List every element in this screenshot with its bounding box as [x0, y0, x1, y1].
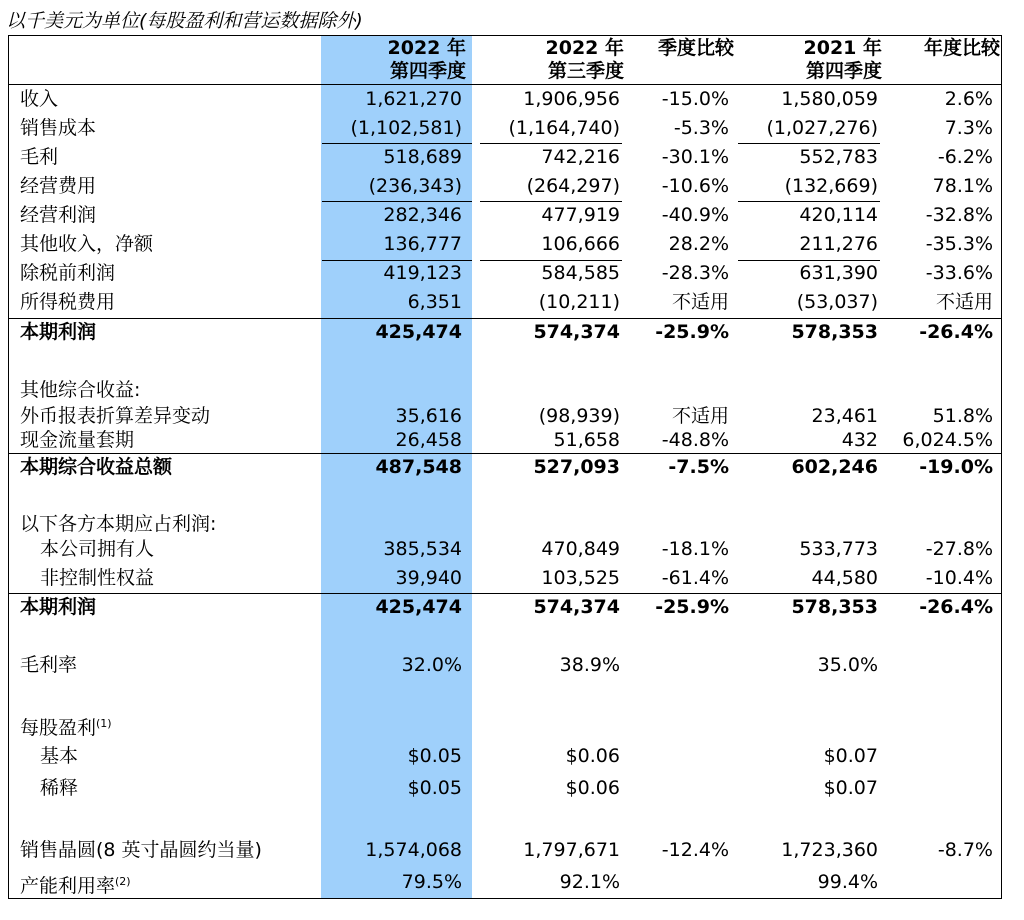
row-label	[20, 290, 115, 314]
cell-q4-2022: 39,940	[395, 567, 462, 589]
cell-q3-2022: (1,164,740)	[508, 117, 620, 139]
cell-q4-2021: 552,783	[799, 146, 878, 168]
row-label-text: 销售成本	[20, 117, 97, 139]
cell-yoy: -32.8%	[925, 204, 993, 226]
cell-yoy: -6.2%	[937, 146, 993, 168]
cell-qoq: -48.8%	[661, 429, 729, 451]
cell-yoy: -8.7%	[937, 839, 993, 861]
cell-q4-2021: 99.4%	[817, 871, 878, 893]
cell-q4-2022: 136,777	[383, 233, 462, 255]
row-label	[20, 595, 96, 619]
row-label-text: 毛利	[20, 146, 59, 168]
cell-q4-2021: (132,669)	[784, 175, 878, 197]
cell-yoy: -19.0%	[919, 456, 993, 478]
cell-qoq: -10.6%	[661, 175, 729, 197]
cell-q4-2021: 420,114	[799, 204, 878, 226]
table-caption: 以千美元为单位(每股盈利和营运数据除外)	[6, 10, 363, 32]
row-label-text: 本期利润	[20, 321, 97, 343]
row-label	[20, 378, 140, 402]
cell-yoy: 6,024.5%	[902, 429, 993, 451]
cell-yoy: -26.4%	[919, 596, 993, 618]
cell-q4-2022: (1,102,581)	[350, 117, 462, 139]
header-qoq: 季度比较	[657, 37, 734, 59]
cell-q4-2022: 26,458	[395, 429, 462, 451]
cell-q4-2021: 602,246	[791, 456, 878, 478]
cell-q4-2021: 578,353	[791, 596, 878, 618]
cell-q4-2021: $0.07	[823, 777, 878, 799]
row-label	[20, 232, 153, 256]
cell-q4-2021: 44,580	[811, 567, 878, 589]
cell-q3-2022: (264,297)	[526, 175, 620, 197]
row-label-text: 产能利用率	[20, 875, 116, 897]
row-label-text: 所得税费用	[20, 291, 116, 313]
header-q4-2021-year: 2021 年	[803, 37, 882, 59]
cell-q4-2022: 1,574,068	[365, 839, 462, 861]
cell-yoy: -35.3%	[925, 233, 993, 255]
cell-yoy: -26.4%	[919, 321, 993, 343]
cell-qoq: -18.1%	[661, 538, 729, 560]
row-label	[40, 566, 154, 590]
cell-qoq: -7.5%	[668, 456, 729, 478]
cell-q4-2021: (1,027,276)	[766, 117, 878, 139]
cell-q3-2022: 574,374	[533, 596, 620, 618]
cell-qoq: 28.2%	[668, 233, 729, 255]
cell-q4-2021: 211,276	[799, 233, 878, 255]
row-label	[20, 838, 262, 862]
cell-yoy: 7.3%	[944, 117, 993, 139]
row-label-text: 每股盈利	[20, 717, 97, 739]
cell-q3-2022: (10,211)	[538, 291, 620, 313]
cell-q4-2022: 487,548	[375, 456, 462, 478]
cell-qoq: -25.9%	[655, 596, 729, 618]
header-yoy: 年度比较	[923, 37, 1000, 59]
cell-q3-2022: 103,525	[541, 567, 620, 589]
cell-q4-2021: (53,037)	[796, 291, 878, 313]
header-q3-2022-quarter: 第三季度	[547, 60, 624, 82]
cell-qoq: -28.3%	[661, 262, 729, 284]
cell-q3-2022: 1,906,956	[523, 88, 620, 110]
row-label-text: 其他综合收益:	[20, 379, 141, 401]
row-label-text: 收入	[20, 88, 59, 110]
cell-qoq: -61.4%	[661, 567, 729, 589]
cell-q3-2022: 106,666	[541, 233, 620, 255]
cell-q4-2021: 432	[841, 429, 878, 451]
cell-yoy: -33.6%	[925, 262, 993, 284]
row-label-text: 非控制性权益	[40, 567, 155, 589]
cell-q4-2022: $0.05	[407, 745, 462, 767]
row-rule	[322, 201, 472, 202]
row-label-text: 本公司拥有人	[40, 538, 155, 560]
header-rule	[8, 84, 1002, 85]
cell-qoq: -5.3%	[673, 117, 729, 139]
row-label-text: 本期利润	[20, 596, 97, 618]
cell-q3-2022: 92.1%	[559, 871, 620, 893]
cell-qoq: -30.1%	[661, 146, 729, 168]
cell-yoy: -27.8%	[925, 538, 993, 560]
cell-qoq: -25.9%	[655, 321, 729, 343]
cell-q4-2022: 425,474	[375, 321, 462, 343]
cell-q4-2021: 23,461	[811, 405, 878, 427]
cell-q4-2021: 1,580,059	[781, 88, 878, 110]
cell-yoy: -10.4%	[925, 567, 993, 589]
footnote-marker: (2)	[115, 875, 131, 888]
row-label	[20, 512, 216, 536]
cell-q4-2022: 518,689	[383, 146, 462, 168]
row-label-text: 稀释	[40, 777, 79, 799]
cell-q4-2022: 1,621,270	[365, 88, 462, 110]
cell-q4-2021: 578,353	[791, 321, 878, 343]
row-rule	[8, 453, 1002, 454]
header-q3-2022	[546, 37, 625, 83]
cell-q3-2022: 584,585	[541, 262, 620, 284]
cell-q4-2022: $0.05	[407, 777, 462, 799]
row-label	[20, 261, 115, 285]
row-label	[20, 116, 96, 140]
row-label	[20, 712, 112, 740]
row-label	[20, 87, 58, 111]
row-rule	[8, 593, 1002, 594]
cell-q4-2022: 425,474	[375, 596, 462, 618]
row-label-text: 销售晶圆(8 英寸晶圆约当量)	[20, 839, 262, 861]
row-label	[40, 776, 78, 800]
row-label	[40, 744, 78, 768]
header-q3-2022-year: 2022 年	[545, 37, 624, 59]
cell-qoq: -40.9%	[661, 204, 729, 226]
header-q4-2022-year: 2022 年	[387, 37, 466, 59]
row-label-text: 基本	[40, 745, 79, 767]
cell-q3-2022: 38.9%	[559, 654, 620, 676]
cell-q3-2022: 51,658	[553, 429, 620, 451]
cell-yoy: 78.1%	[932, 175, 993, 197]
row-label	[20, 404, 210, 428]
row-label	[20, 174, 96, 198]
row-rule	[322, 143, 472, 144]
cell-q3-2022: $0.06	[565, 777, 620, 799]
row-label	[20, 428, 134, 452]
cell-q4-2022: 35,616	[395, 405, 462, 427]
row-rule	[738, 201, 880, 202]
cell-q3-2022: (98,939)	[538, 405, 620, 427]
row-label	[20, 203, 96, 227]
cell-yoy: 51.8%	[932, 405, 993, 427]
cell-qoq: 不适用	[671, 291, 729, 313]
cell-q4-2022: 419,123	[383, 262, 462, 284]
cell-q3-2022: 470,849	[541, 538, 620, 560]
cell-q4-2022: 32.0%	[401, 654, 462, 676]
row-rule	[480, 143, 622, 144]
header-q4-2021-quarter: 第四季度	[805, 60, 882, 82]
cell-qoq: -15.0%	[661, 88, 729, 110]
cell-q3-2022: 477,919	[541, 204, 620, 226]
cell-q4-2021: 35.0%	[817, 654, 878, 676]
cell-q3-2022: $0.06	[565, 745, 620, 767]
header-q4-2022	[388, 37, 467, 83]
cell-q4-2021: 1,723,360	[781, 839, 878, 861]
footnote-marker: (1)	[96, 717, 112, 730]
cell-q4-2022: 79.5%	[401, 871, 462, 893]
cell-q4-2021: 631,390	[799, 262, 878, 284]
row-label	[20, 870, 131, 898]
cell-qoq: 不适用	[671, 405, 729, 427]
cell-qoq: -12.4%	[661, 839, 729, 861]
cell-yoy: 2.6%	[944, 88, 993, 110]
cell-yoy: 不适用	[935, 291, 993, 313]
cell-q4-2021: 533,773	[799, 538, 878, 560]
row-rule	[738, 143, 880, 144]
cell-q3-2022: 527,093	[533, 456, 620, 478]
cell-q4-2022: (236,343)	[368, 175, 462, 197]
cell-q3-2022: 742,216	[541, 146, 620, 168]
row-label	[20, 145, 58, 169]
row-label	[20, 653, 77, 677]
cell-q4-2022: 282,346	[383, 204, 462, 226]
row-label-text: 毛利率	[20, 654, 78, 676]
row-label-text: 其他收入，净额	[20, 233, 154, 255]
cell-q3-2022: 1,797,671	[523, 839, 620, 861]
row-label-text: 本期综合收益总额	[20, 456, 173, 478]
row-label-text: 除税前利润	[20, 262, 116, 284]
row-label-text: 以下各方本期应占利润:	[20, 513, 217, 535]
row-label-text: 经营费用	[20, 175, 97, 197]
cell-q3-2022: 574,374	[533, 321, 620, 343]
header-q4-2021	[804, 37, 883, 83]
row-label-text: 外币报表折算差异变动	[20, 405, 211, 427]
row-label	[20, 455, 172, 479]
row-label-text: 现金流量套期	[20, 429, 135, 451]
header-q4-2022-quarter: 第四季度	[389, 60, 466, 82]
row-rule	[480, 201, 622, 202]
row-rule	[8, 318, 1002, 319]
row-label-text: 经营利润	[20, 204, 97, 226]
cell-q4-2022: 385,534	[383, 538, 462, 560]
row-label	[40, 537, 154, 561]
cell-q4-2021: $0.07	[823, 745, 878, 767]
row-label	[20, 320, 96, 344]
cell-q4-2022: 6,351	[407, 291, 462, 313]
